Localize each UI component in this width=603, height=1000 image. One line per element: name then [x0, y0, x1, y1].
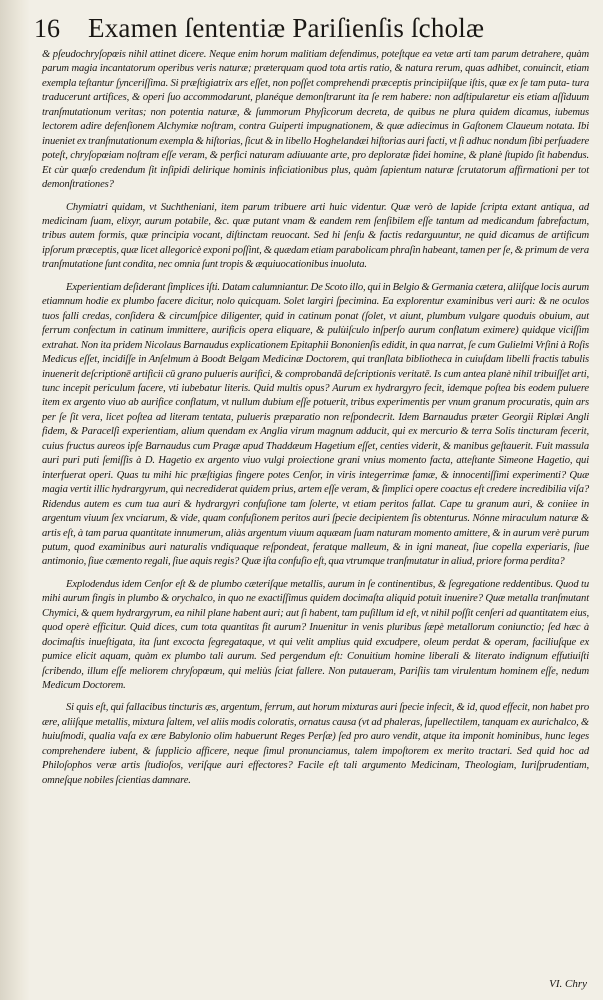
- body-text: [42, 48, 589, 788]
- paragraph-2: Chymiatri quidam, vt Suchtheniani, item parum tribuere arti huic videntur. Quæ verò de lapide ſcripta extant antiqua, ad medicinam ſuam, elixyr, aurum potabile, &c. quæ putant vnam & eandem rem ſenſibilem eſſe tantum ad medicandum fabrefactum, tribus autem formis, quæ principia vocant, diſtinctam reuocant. Sed hi ſenſu & factis redarguuntur, ne quid dicamus de artificum ipſorum præceptis, quæ licet allegoricè exponi poſſint, & quædam etiam parabolicam phraſin habeant, tamen per ſe, & primum de vera tranſmutatione ſunt condita, nec omnia ſunt tropis & æquiuocationibus inuoluta.: [42, 201, 589, 271]
- running-title: Examen ſententiæ Pariſienſis ſcholæ: [88, 13, 485, 43]
- running-head: [34, 8, 589, 48]
- paragraph-1: & pſeudochryſopœis nihil attinet dicere. Neque enim horum malitiam defendimus, poteſtque ea vetæ arti tam parum detrahere, quàm parum magia incantatorum operibus veris naturæ; præterquam quod tota artis ratio, & natura rerum, quas adhibet, conuincit, etiam exempla teſtantur ſynceriſſima. Si præſtigiatrix ars eſſet, non poſſet comprehendi præceptis principiiſque iſtis, quæ ex ſe tam puta- tura traducerunt artifices, & operi ſuo accommodarunt, planéque demonſtrarunt ita ſe rem habere: non adſtipularetur eis etiam aſſiduum tranſmutationum veritas; non potentia naturæ, & ſummorum Phyſicorum decreta, de quibus ne plura quidem dicamus, iubemus lectorem adire defenſionem Alchymiæ noſtram, contra Guiperti impugnationem, & quæ adiecimus in Gaſtonem Claueum notata. Ibi inueniet ex tranſmutationum exempla & hiſtorias, ſicut & in libello Hoghelandæi hiſtorias auri facti, vt ſi adhuc nondum ſibi perſuadere poteſt, chryſopœiam noſtram eſſe veram, & perfici naturam adiuuante arte, pro deploratæ fidei homine, & planè ſtupido ſit habendus. Et cùr quæſo credendum ſit inſipidi delirique hominis inficiationibus plus, quàm ſapientum naturæ ſcrutatorum affirmationi per tot demonſtrationes?: [42, 49, 589, 191]
- paragraph-3: Experientiam deſiderant ſimplices iſti. Datam calumniantur. De Scoto illo, qui in Belgio & Germania cætera, aliiſque locis aurum etiamnum hodie ex plumbo facere dicitur, nolo quicquam. Solet largiri ſpecimina. Ea explorentur examinibus veri auri: & ne oculos tuos falli credas, conſidera & circumſpice diligenter, quid in catinum ponat (ſolet, vt aiunt, plumbum vulgare quoduis obuium, aut ferrum confectum in catinum immittere, aurificis opera eliquare, & pulùiſculo inſperſo aurum conflatum eximere) quidque viciſſim extrahat. Non ita pridem Nicolaus Barnaudus explicationem Epitaphii Bononienſis edidit, in qua narrat, ſe cum Gulielmi Vrſini à Roſis Medicus eſſet, incidiſſe in Anſelmum à Boodt Belgam Medicinæ Doctorem, qui tranſlata bibliotheca in cuiuſdam libelli fractis tabulis inuenerit deſcriptionē artificii cū grano pulueris aurifici, & comprobandā deſcriptionis veritatē. Is cum antea planè nihil tribuiſſet arti, tunc incepit periculum facere, vti iubebatur literis. Quid multis opus? Aurum ex hydrargyro fecit, idemque poſtea bis eodem puluere item ex argento viuo ab aurifice conflatum, vt nullum dubium eſſe potuerit, tribus experimentis per vnum granum procuratis, quin ars per ſe ſit vera, licet poſtea ad literam tentata, pulueris præparatio non reſpondecrit. Idem Barnaudus præter Georgii Riplæi Angli fidem, & Paracelſi experientiam, alium quendam ex Anglia virum magnum adducit, qui ex mercurio & terra Solis tincturam fecerit, cuius fructus aureos ipſe Barnaudus cum Pragæ apud Thaddæum Hagetium eſſet, centies viderit, & manibus geſtauerit. Fuit massula auri puri puti ſemiſſis à D. Hagetio ex argento viuo vulgi proiectione grani vnius momento facta, atteſtante Simeone Hagetio, qui interfuerat operi. Quas tu mihi hic præſtigias fingere potes Cenſor, in viris integerrimæ famæ, & innocentiſſimi experimenti? Quæ magia vertit illic hydrargyrum, quì necrediderat quidem prius, artem eſſe veram, & ſimplici opere coactus eſt credere incredibilia viſa? Ridendus autem es cum tua auri & hydrargyri confuſione tam ſolerte, vt etiam peritos fallat. Cape tu granum auri, & coniiee in argentum viuum ſex vnciarum, & vide, quam confuſionem peritos auri ſpecie decipientem ſis obtenturus. Nónne miraculum naturæ & artis eſt, à tam parua quantitate innumerum, aliàs argentum viuum aquæam ſuam naturam momento amittere, & in aurum verè purum putum, quod examinibus auri naturalis vndiquaque reſpondeat, feratque malleum, & in igni maneat, ſiue copella experiaris, ſiue antimonio, ſiue cæmento regali, ſiue aquis regis? Quæ iſta confuſio eſt, qua vtrumque tranſmutatur in aliud, priore forma perdita?: [42, 281, 589, 568]
- paragraph-5: Si quis eſt, qui fallacibus tincturis æs, argentum, ferrum, aut horum mixturas auri ſpecie infecit, & id, quod effecit, non habet pro ære, aliiſque metallis, mixtura ſaltem, vel aliis modis coloratis, ornatus causa (vt ad phaleras, ſupellectilem, tanquam ex aurichalco, & huiuſmodi, qualia vaſa ex ære Babylonio olim habuerunt Reges Perſæ) ſed pro auro vendit, atque ita imponit hominibus, hunc leges comprehendere iubent, & ſupplicio afficere, neque ſimul pronunciamus, talem impoſtorem ex merito tractari. Sed quid hoc ad Philoſophos veræ artis ſtudioſos, veriſque auri effectores? Facile eſt tali argumento Medicinam, Theologiam, Iuriſprudentiam, omneſque nobiles ſcientias damnare.: [42, 702, 589, 786]
- paragraph-4: Explodendus idem Cenſor eſt & de plumbo cæteriſque metallis, aurum in ſe continentibus, & ſegregatione reddentibus. Quod tu mihi aurum fingis in plumbo & orychalco, in quo ne exactiſſimus quidem docimaſta aliquid potuit inuenire? Quæ metalla tranſmutant Chymici, & quem hydrargyrum, ea nihil plane habent auri; aut ſi habent, tam puſillum id eſt, vt nihil poſſit cenſeri ad quantitatem eius, quod operè efficitur. Quid dices, cum tota quantitas fit aurum? Inuenitur in venis pluribus ſæpè metallorum coniunctio; ſed hæc à docimaſtis inueſtigata, ita ſunt excocta ſegregataque, vt qui velit amplius quid excudpere, oleum perdat & operam, faciliuſque ex pumice elicit aquam, quàm ex plumbo tali aurum. Sed pergendum eſt: Conuitium homine liberali & literato indignum effutiuiſti ſcribendo, illum eſſe meliorem chryſopœum, qui meliùs ſciat fallere. Non putaueram, Pariſiis tam virulentum hominem eſſe, nedum Medicum Doctorem.: [42, 578, 589, 692]
- catchword: VI. Chry: [549, 978, 587, 990]
- page-number: 16: [34, 14, 60, 43]
- binding-gutter: [0, 0, 30, 1000]
